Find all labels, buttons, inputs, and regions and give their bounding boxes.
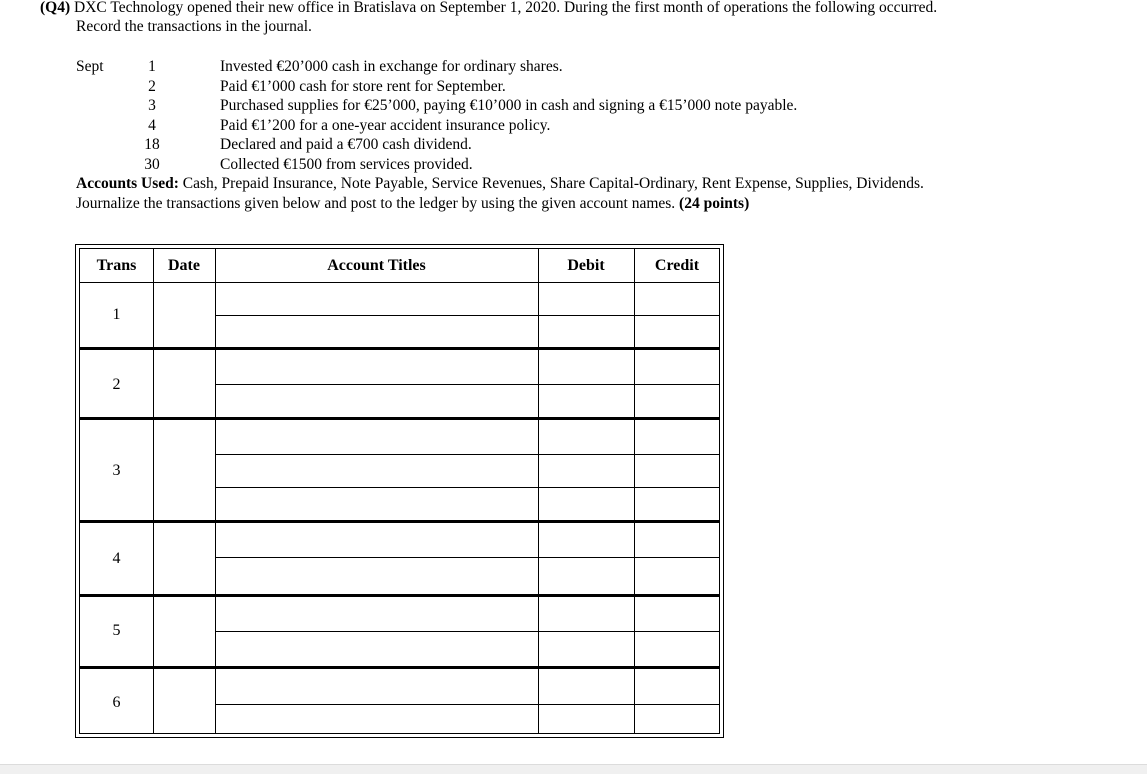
accounts-used-list: Cash, Prepaid Insurance, Note Payable, Service Revenues, Share Capital-Ordinary, Rent Expense, Supplies, Dividends.	[182, 175, 924, 192]
question-text: DXC Technology opened their new office in Bratislava on September 1, 2020. During the first month of operations the following occurred.	[74, 0, 938, 16]
transaction-text: Paid €1’000 cash for store rent for September.	[220, 77, 506, 95]
row-divider	[215, 454, 719, 455]
transaction-text: Collected €1500 from services provided.	[220, 155, 473, 173]
question-line-1	[40, 0, 937, 17]
row-divider	[215, 631, 719, 632]
trans-number: 4	[112, 550, 121, 567]
transaction-day: 18	[144, 136, 160, 153]
instruction-text: Journalize the transactions given below and post to the ledger by using the given account names.	[76, 195, 676, 212]
group-divider	[80, 594, 719, 597]
group-divider	[80, 666, 719, 669]
accounts-used	[76, 174, 924, 193]
row-divider	[215, 704, 719, 705]
header-credit: Credit	[654, 257, 700, 274]
col-divider	[634, 249, 635, 733]
transaction-day: 1	[148, 58, 156, 75]
row-divider	[215, 384, 719, 385]
accounts-used-label: Accounts Used:	[76, 175, 179, 192]
col-divider	[538, 249, 539, 733]
col-divider	[215, 249, 216, 733]
question-number: (Q4)	[40, 0, 71, 16]
header-debit: Debit	[567, 257, 605, 274]
transaction-day: 2	[148, 77, 156, 95]
journal-table-grid	[79, 248, 720, 734]
header-trans: Trans	[96, 257, 137, 274]
header-date: Date	[168, 257, 200, 274]
trans-number: 5	[112, 622, 121, 639]
transaction-text: Purchased supplies for €25’000, paying €10’000 in cash and signing a €15’000 note payable.	[220, 97, 798, 114]
trans-number: 1	[112, 306, 121, 323]
header-divider	[80, 282, 719, 283]
row-divider	[215, 315, 719, 316]
points-label: (24 points)	[679, 195, 750, 212]
question-line-2: Record the transactions in the journal.	[76, 18, 312, 35]
group-divider	[80, 417, 719, 420]
transaction-day: 4	[148, 116, 156, 134]
row-divider	[215, 557, 719, 558]
group-divider	[80, 347, 719, 350]
instruction	[76, 194, 749, 213]
month-label: Sept	[76, 58, 104, 75]
col-divider	[153, 249, 154, 733]
row-divider	[215, 487, 719, 488]
group-divider	[80, 520, 719, 523]
transaction-day: 3	[148, 97, 156, 114]
header-account-titles: Account Titles	[327, 257, 426, 274]
transaction-text: Invested €20’000 cash in exchange for ordinary shares.	[220, 58, 563, 75]
trans-number: 6	[112, 694, 121, 711]
trans-number: 3	[112, 462, 121, 479]
transaction-text: Paid €1’200 for a one-year accident insurance policy.	[220, 116, 551, 134]
trans-number: 2	[112, 376, 121, 393]
journal-table	[75, 244, 724, 738]
transaction-day: 30	[144, 155, 160, 173]
transaction-text: Declared and paid a €700 cash dividend.	[220, 136, 472, 153]
